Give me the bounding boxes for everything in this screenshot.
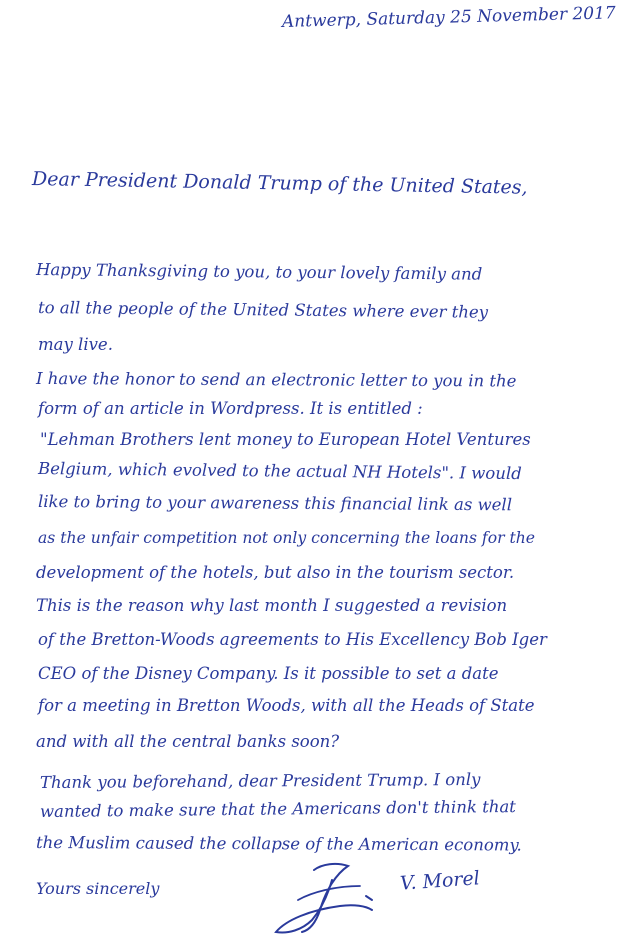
body-line: as the unfair competition not only concerning the loans for the	[38, 529, 536, 547]
body-line: the Muslim caused the collapse of the American economy.	[35, 833, 522, 855]
body-line: and with all the central banks soon?	[36, 732, 340, 751]
body-line: I have the honor to send an electronic letter to you in the	[35, 369, 517, 391]
body-line: for a meeting in Bretton Woods, with all the Heads of State	[38, 696, 535, 715]
body-line: "Lehman Brothers lent money to European Hotel Ventures	[40, 430, 531, 449]
body-line: to all the people of the United States where ever they	[37, 298, 489, 322]
signature-flourish	[262, 850, 562, 938]
body-line: This is the reason why last month I suggested a revision	[36, 596, 508, 615]
body-line: wanted to make sure that the Americans don't think that	[39, 797, 516, 821]
body-line: form of an article in Wordpress. It is entitled :	[38, 399, 423, 418]
body-line: Belgium, which evolved to the actual NH Hotels". I would	[37, 459, 522, 484]
body-line: of the Bretton-Woods agreements to His Excellency Bob Iger	[38, 630, 547, 649]
salutation: Dear President Donald Trump of the United States,	[31, 168, 528, 199]
body-line: CEO of the Disney Company. Is it possible to set a date	[38, 664, 499, 683]
closing: Yours sincerely	[36, 879, 160, 898]
place-date: Antwerp, Saturday 25 November 2017	[281, 3, 617, 32]
signature-name: V. Morel	[399, 867, 481, 895]
body-line: Thank you beforehand, dear President Trump. I only	[39, 769, 481, 792]
body-line: may live.	[38, 335, 113, 354]
body-line: development of the hotels, but also in the tourism sector.	[36, 563, 515, 582]
body-line: Happy Thanksgiving to you, to your lovely family and	[35, 260, 483, 284]
body-line: like to bring to your awareness this financial link as well	[37, 492, 513, 515]
